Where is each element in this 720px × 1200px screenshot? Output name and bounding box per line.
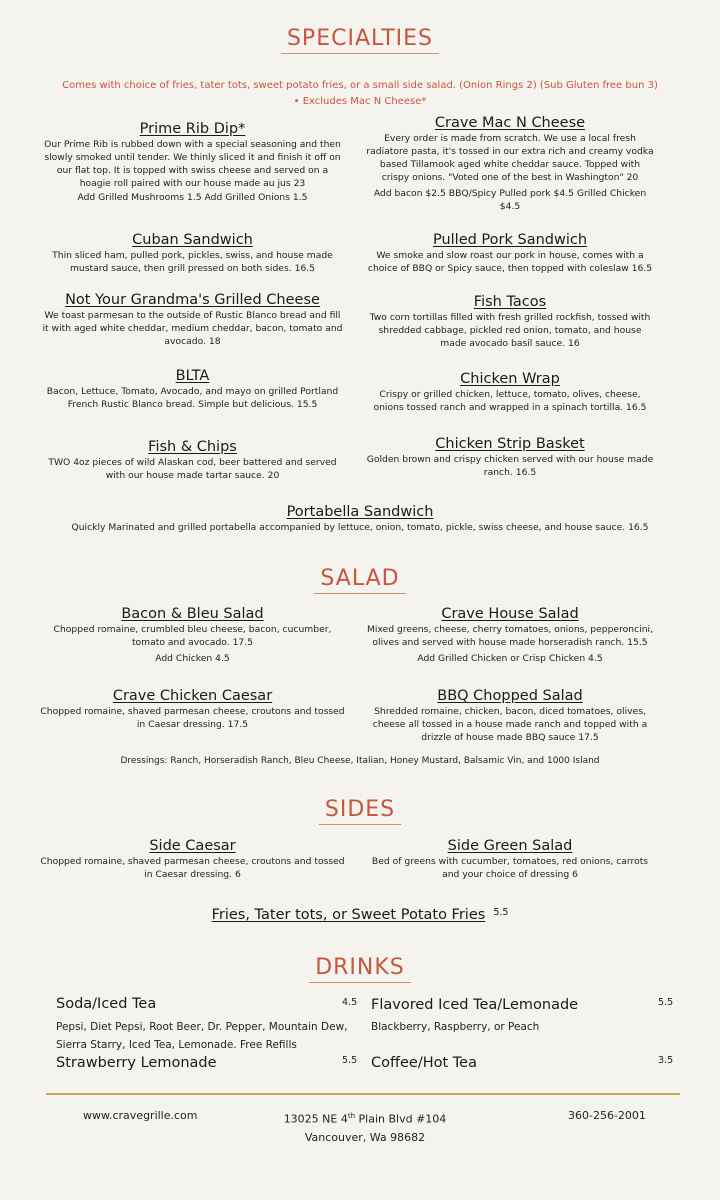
drink-flavored-iced-tea: Flavored Iced Tea/Lemonade [371,997,579,1013]
menu-item-grilled-cheese [40,292,345,348]
sides-heading [0,797,720,825]
menu-item-bbq-chopped-salad [365,688,655,744]
menu-item-blta [40,368,345,411]
item-name: Pulled Pork Sandwich [432,232,588,248]
item-name: Portabella Sandwich [286,504,434,520]
item-description: Every order is made from scratch. We use a local fresh radiatore pasta, it's tossed in our extra rich and creamy vodka based Tillamook aged white cheddar sauce. Topped with crispy onions. "Voted one of the best in Washington" 20 [366,133,654,183]
item-description: Chopped romaine, crumbled bleu cheese, bacon, cucumber, tomato and avocado. 17.5 [53,624,332,648]
menu-item-pulled-pork-sandwich [365,232,655,275]
fries-price: 5.5 [493,907,509,918]
item-name: Fish & Chips [148,439,237,455]
item-addons: Add Grilled Mushrooms 1.5 Add Grilled Onions 1.5 [77,192,308,203]
item-name: Side Green Salad [447,838,573,854]
item-name: Crave House Salad [441,606,579,622]
specialties-exclusion-note: • Excludes Mac N Cheese* [293,96,427,107]
footer-divider [46,1093,680,1095]
item-description: Bacon, Lettuce, Tomato, Avocado, and mayo on grilled Portland French Rustic Blanco bread. Simple but delicious. 15.5 [46,386,339,410]
drink-soda-iced-tea: Soda/Iced Tea [56,996,157,1012]
item-name: Prime Rib Dip* [139,121,246,137]
menu-item-crave-mac-n-cheese [365,115,655,213]
item-name: Fish Tacos [473,294,547,310]
item-description: Our Prime Rib is rubbed down with a special seasoning and then slowly smoked until tender. We thinly sliced it and finish it off on our flat top. It is topped with swiss cheese and served on a hoagie roll paired with our house made au jus 23 [44,139,341,189]
item-description: Golden brown and crispy chicken served with our house made ranch. 16.5 [366,454,654,478]
fries-option [0,907,720,923]
item-description: We smoke and slow roast our pork in house, comes with a choice of BBQ or Spicy sauce, then topped with coleslaw 16.5 [367,250,653,274]
menu-item-side-green-salad [365,838,655,881]
item-addons: Add Grilled Chicken or Crisp Chicken 4.5 [417,653,603,664]
specialties-heading [0,26,720,54]
salad-title: SALAD [314,566,405,594]
item-description: Quickly Marinated and grilled portabella accompanied by lettuce, onion, tomato, pickle, swiss cheese, and house sauce. 16.5 [71,522,649,533]
menu-item-cuban-sandwich [40,232,345,275]
drink-coffee-price: 3.5 [658,1055,674,1066]
address-line-2: Vancouver, Wa 98682 [304,1130,426,1144]
salad-heading [0,566,720,594]
address-street: Plain Blvd #104 [355,1112,447,1126]
item-name: Crave Mac N Cheese [434,115,586,131]
item-name: Side Caesar [149,838,236,854]
drink-flavored-description: Blackberry, Raspberry, or Peach [371,1021,540,1033]
specialties-title: SPECIALTIES [281,26,439,54]
sides-title: SIDES [319,797,401,825]
address-street-number: 13025 NE 4 [283,1112,348,1126]
item-description: We toast parmesan to the outside of Rustic Blanco bread and fill it with aged white cheddar, medium cheddar, bacon, tomato and avocado. 18 [42,310,343,347]
specialties-note: Comes with choice of fries, tater tots, sweet potato fries, or a small side salad. (Onion Rings 2) (Sub Gluten free bun 3) [62,80,658,91]
item-name: BLTA [175,368,210,384]
item-addons: Add bacon $2.5 BBQ/Spicy Pulled pork $4.5 Grilled Chicken $4.5 [373,188,647,212]
drink-strawberry-lemonade: Strawberry Lemonade [56,1055,217,1071]
item-description: Mixed greens, cheese, cherry tomatoes, onions, pepperoncini, olives and served with house made horseradish ranch. 15.5 [366,624,654,648]
dressings-list: Dressings: Ranch, Horseradish Ranch, Bleu Cheese, Italian, Honey Mustard, Balsamic Vin, and 1000 Island [120,756,600,766]
item-name: Crave Chicken Caesar [112,688,273,704]
item-description: Chopped romaine, shaved parmesan cheese, croutons and tossed in Caesar dressing. 6 [40,856,345,880]
drink-flavored-price: 5.5 [658,997,674,1008]
menu-item-prime-rib-dip [40,121,345,204]
menu-item-crave-chicken-caesar [40,688,345,731]
menu-item-chicken-wrap [365,371,655,414]
menu-item-chicken-strip-basket [365,436,655,479]
address-ordinal: th [347,1112,356,1120]
item-description: TWO 4oz pieces of wild Alaskan cod, beer battered and served with our house made tartar sauce. 20 [48,457,337,481]
drink-soda-price: 4.5 [342,997,358,1008]
drink-coffee-hot-tea: Coffee/Hot Tea [371,1055,477,1071]
item-description: Shredded romaine, chicken, bacon, diced tomatoes, olives, cheese all tossed in a house made ranch and topped with a drizzle of house made BBQ sauce 17.5 [372,706,648,743]
drink-soda-description: Pepsi, Diet Pepsi, Root Beer, Dr. Pepper, Mountain Dew, Sierra Starry, Iced Tea, Lemonade. Free Refills [56,1021,348,1051]
item-description: Two corn tortillas filled with fresh grilled rockfish, tossed with shredded cabbage, pickled red onion, tomato, and house made avocado basil sauce. 16 [369,312,651,349]
menu-item-portabella-sandwich [30,504,690,534]
item-description: Crispy or grilled chicken, lettuce, tomato, olives, cheese, onions tossed ranch and wrapped in a spinach tortilla. 16.5 [373,389,647,413]
drink-strawberry-price: 5.5 [342,1055,358,1066]
fries-label: Fries, Tater tots, or Sweet Potato Fries [211,907,486,923]
menu-item-crave-house-salad [365,606,655,665]
item-name: Cuban Sandwich [132,232,253,248]
item-name: Chicken Strip Basket [435,436,585,452]
menu-item-fish-tacos [365,294,655,350]
item-name: Not Your Grandma's Grilled Cheese [65,292,320,308]
drinks-title: DRINKS [309,955,411,983]
drinks-heading [0,955,720,983]
menu-item-side-caesar [40,838,345,881]
item-name: BBQ Chopped Salad [437,688,583,704]
address-line-1 [270,1107,460,1129]
item-description: Chopped romaine, shaved parmesan cheese, croutons and tossed in Caesar dressing. 17.5 [40,706,345,730]
item-addons: Add Chicken 4.5 [155,653,230,664]
footer-website[interactable]: www.cravegrille.com [83,1109,198,1122]
item-description: Thin sliced ham, pulled pork, pickles, swiss, and house made mustard sauce, then grill pressed on both sides. 16.5 [52,250,333,274]
item-name: Chicken Wrap [460,371,560,387]
menu-item-fish-and-chips [40,439,345,482]
menu-item-bacon-bleu-salad [40,606,345,665]
footer-address [270,1107,460,1147]
item-description: Bed of greens with cucumber, tomatoes, red onions, carrots and your choice of dressing 6 [371,856,649,880]
item-name: Bacon & Bleu Salad [121,606,264,622]
footer-phone[interactable]: 360-256-2001 [568,1109,646,1122]
